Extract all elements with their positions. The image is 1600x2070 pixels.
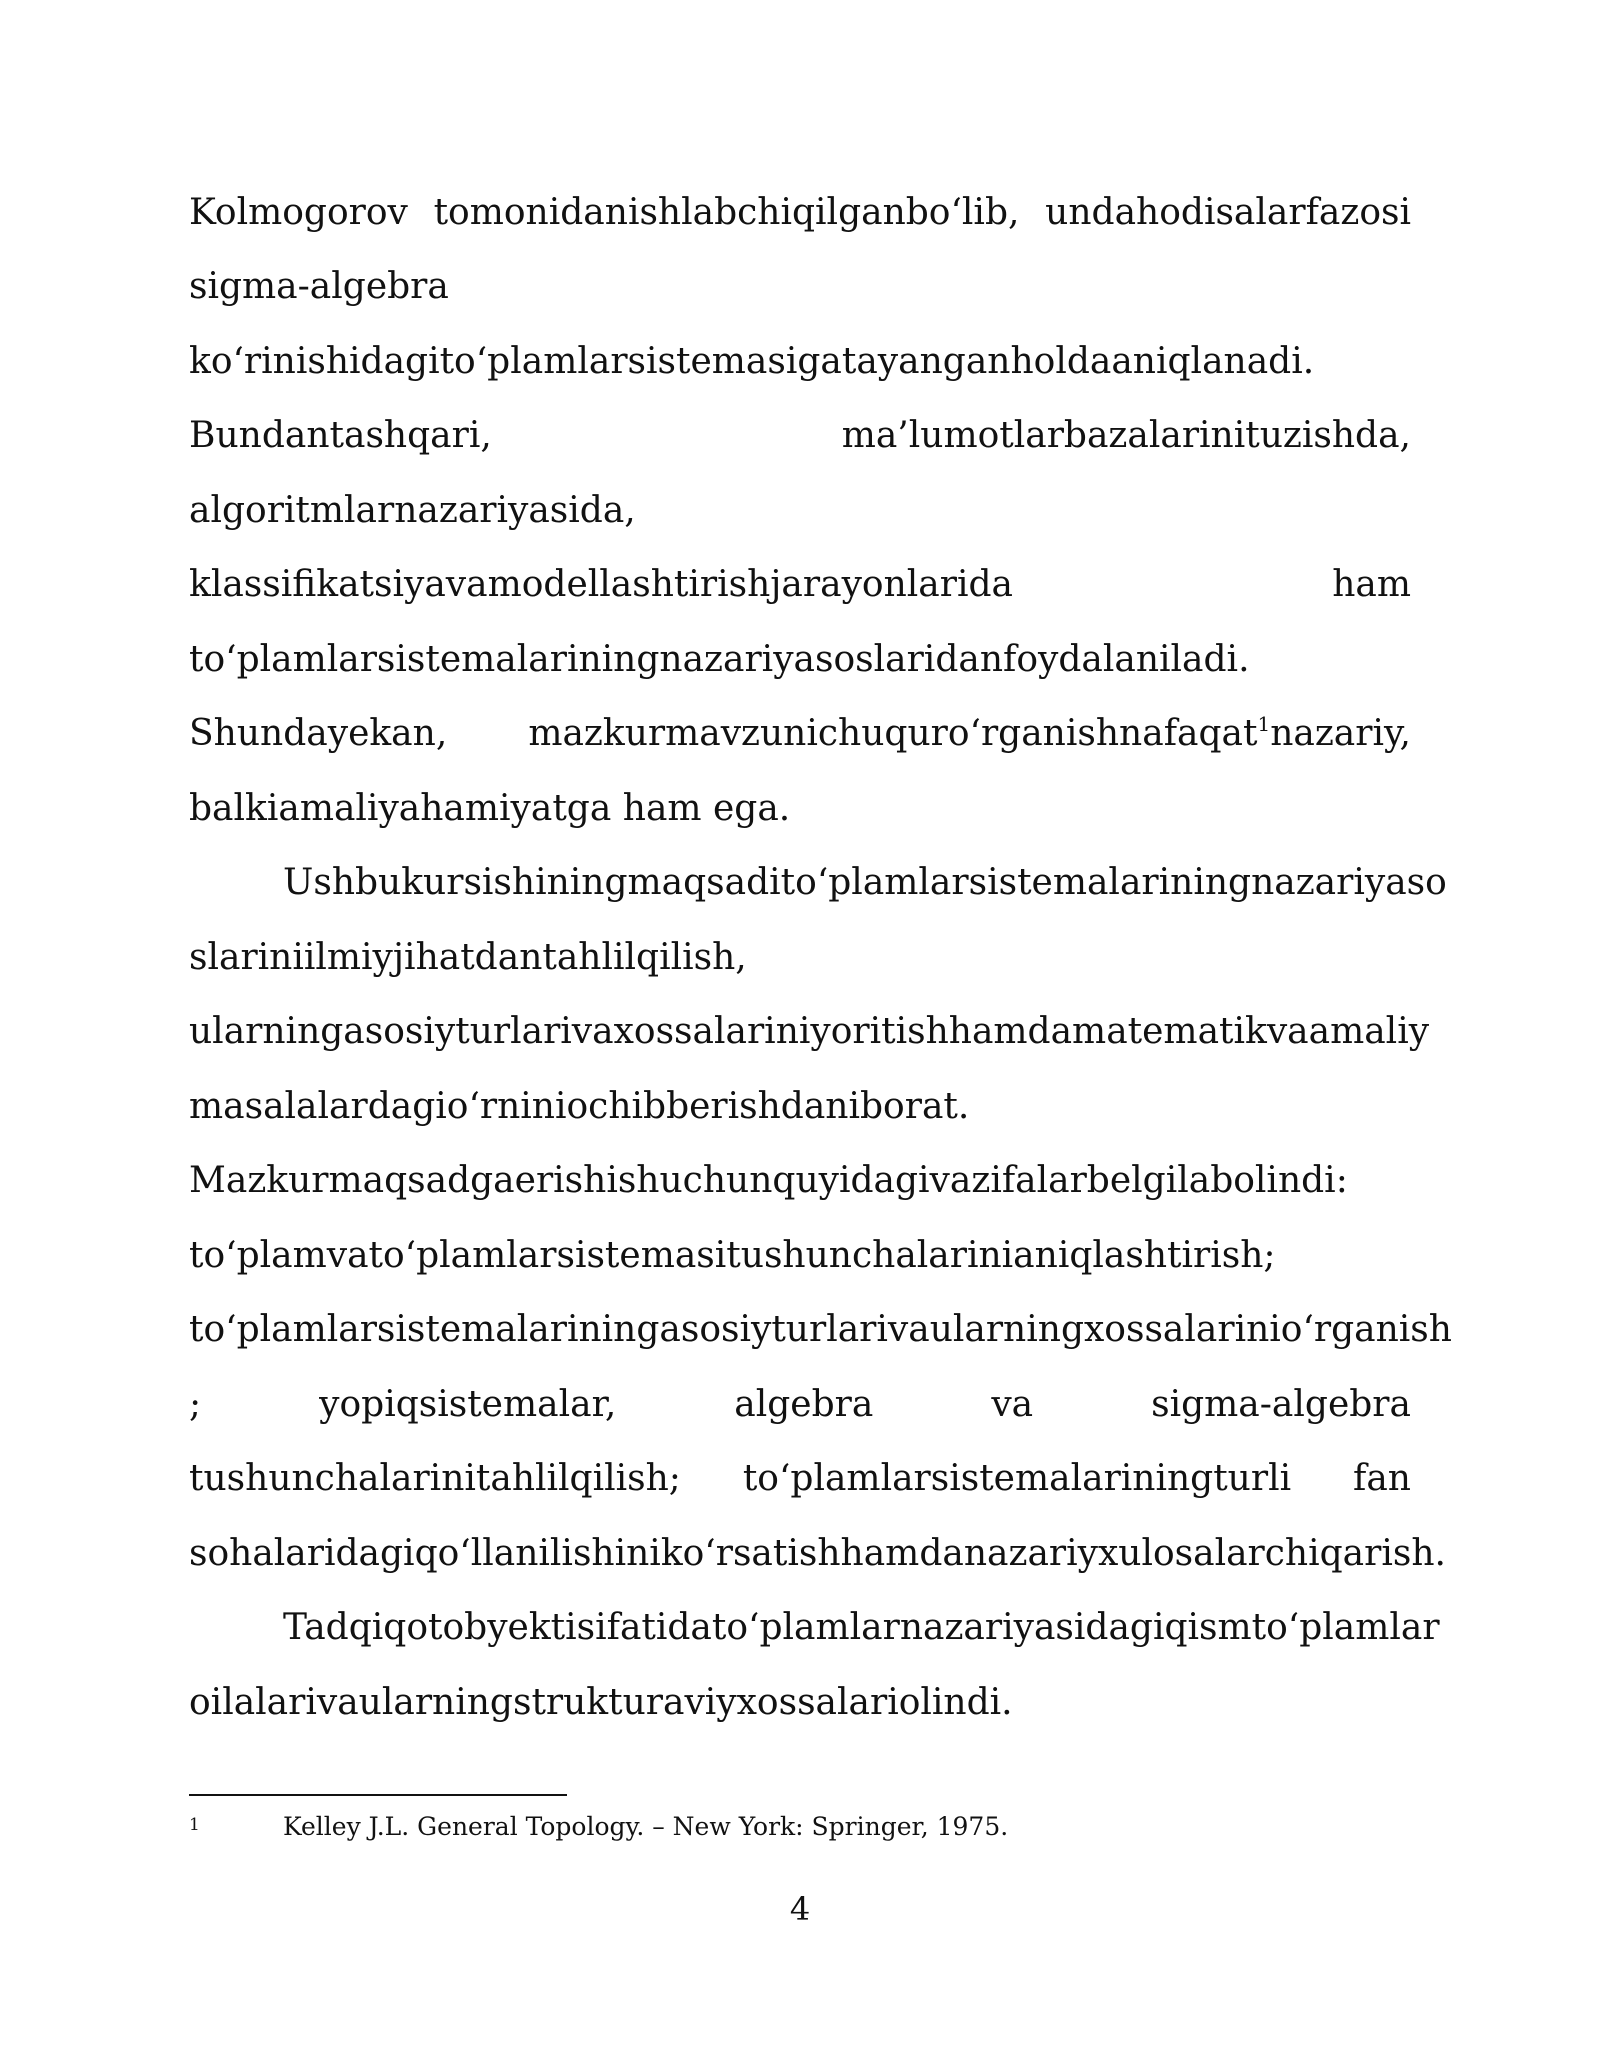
text-with-footnote-ref [528,697,1411,771]
paragraph-line: sohalaridagiqo‘llanilishiniko‘rsatishhamdanazariyxulosalarchiqarish. [189,1533,1446,1574]
paragraph-line: balkiamaliyahamiyatga ham ega. [189,788,791,829]
word: yopiqsistemalar, [319,1384,617,1425]
word: klassifikatsiyavamodellashtirishjarayonlarida [189,564,1013,605]
word: nazariy, [1270,713,1411,754]
paragraph-line: to‘plamlarsistemalariningnazariyasoslaridanfoydalaniladi. [189,639,1250,680]
paragraph-line [189,548,1411,622]
word: tomonidanishlabchiqilganbo‘lib, [433,192,1020,233]
paragraph-line [189,1368,1411,1442]
footnote-mark: 1 [189,1815,200,1835]
word: Bundantashqari, [189,415,492,456]
paragraph-line: Tadqiqotobyektisifatidato‘plamlarnazariyasidagiqismto‘plamlar [283,1607,1440,1648]
word: to‘plamlarsistemalariningturli [742,1458,1292,1499]
paragraph-line: oilalarivaularningstrukturaviyxossalariolindi. [189,1682,1013,1723]
paragraph-line: to‘plamvato‘plamlarsistemasitushunchalarinianiqlashtirish; [189,1235,1276,1276]
word: ; [189,1384,202,1425]
paragraph-line: algoritmlarnazariyasida, [189,490,636,531]
footnote-reference[interactable]: 1 [1257,712,1271,736]
paragraph-line: Mazkurmaqsadgaerishishuchunquyidagivazifalarbelgilabolindi: [189,1160,1348,1201]
word: sigma-algebra [1151,1384,1411,1425]
word: ham [1332,564,1411,605]
paragraph-line [189,697,1411,771]
paragraph-line [189,176,1411,250]
paragraph-line: slariniilmiyjihatdantahlilqilish, [189,937,747,978]
paragraph-line: masalalardagio‘rniniochibberishdaniborat. [189,1086,970,1127]
paragraph-line: to‘plamlarsistemalariningasosiyturlarivaularningxossalarinio‘rganish [189,1309,1452,1350]
word: algebra [734,1384,874,1425]
page-number: 4 [789,1890,811,1928]
paragraph-line: ko‘rinishidagito‘plamlarsistemasigatayanganholdaaniqlanadi. [189,341,1315,382]
word: undahodisalarfazosi [1045,192,1411,233]
word: fan [1353,1458,1411,1499]
word: Kolmogorov [189,192,408,233]
paragraph-line [189,399,1411,473]
paragraph-line: sigma-algebra [189,266,449,307]
word: mazkurmavzunichuquro‘rganishnafaqat [528,713,1258,754]
word: tushunchalarinitahlilqilish; [189,1458,681,1499]
footnote-text: Kelley J.L. General Topology. – New York: Springer, 1975. [283,1812,1009,1841]
word: Shundayekan, [189,713,448,754]
word: va [991,1384,1034,1425]
word: ma’lumotlarbazalarinituzishda, [841,415,1411,456]
footnote-separator [189,1794,567,1796]
paragraph-line [189,1442,1411,1516]
paragraph-line: Ushbukursishiningmaqsadito‘plamlarsistemalariningnazariyaso [283,862,1447,903]
paragraph-line: ularningasosiyturlarivaxossalariniyoritishhamdamatematikvaamaliy [189,1011,1430,1052]
